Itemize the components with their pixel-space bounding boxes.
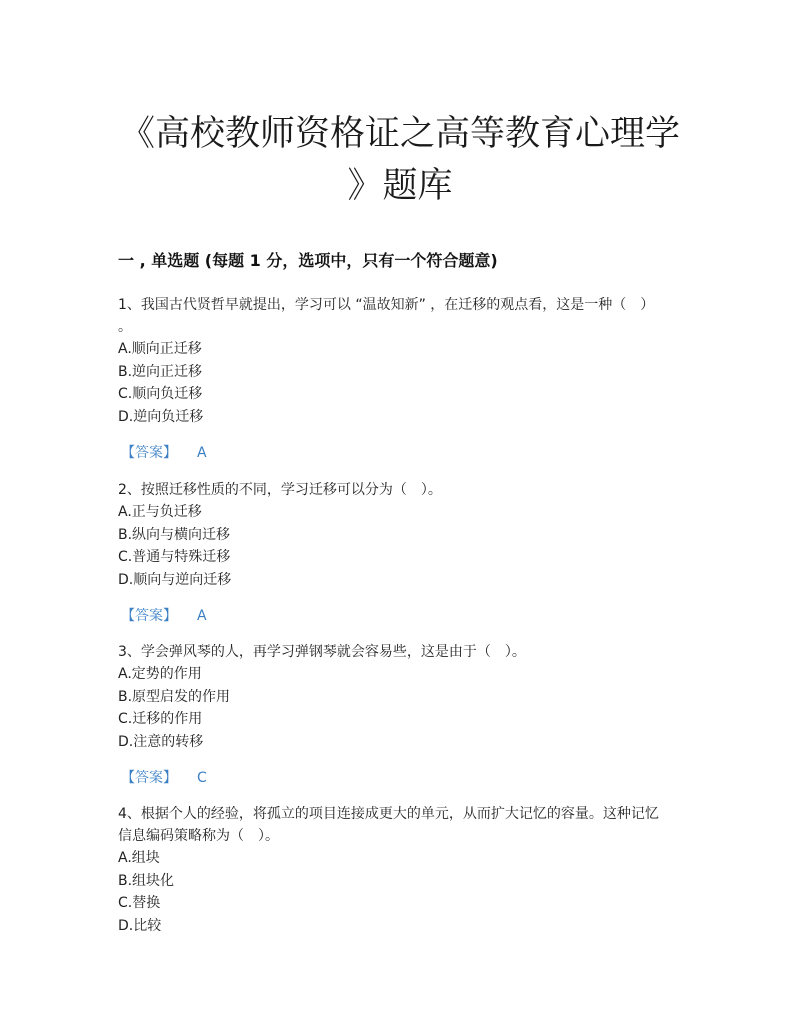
question-stem-line: 。 — [118, 319, 132, 335]
document-title-line-1: 《高校教师资格证之高等教育心理学 — [119, 114, 680, 154]
option-a: A.组块 — [118, 850, 160, 866]
option-d: D.顺向与逆向迁移 — [118, 571, 232, 588]
answer-row-2 — [121, 605, 207, 625]
option-d: D.比较 — [118, 917, 162, 934]
question-stem-line: 信息编码策略称为（ ）。 — [118, 828, 279, 844]
option-a: A.顺向正迁移 — [118, 341, 202, 357]
answer-label: 【答案】 — [121, 608, 177, 624]
question-stem-line: 2、按照迁移性质的不同，学习迁移可以分为（ ）。 — [118, 482, 442, 498]
section-heading: 一 , 单选题 (每题 1 分，选项中，只有一个符合题意) — [118, 251, 498, 270]
option-b: B.逆向正迁移 — [118, 363, 203, 380]
option-d: D.注意的转移 — [118, 733, 204, 750]
option-c: C.普通与特殊迁移 — [118, 549, 231, 565]
answer-value: C — [197, 770, 207, 786]
option-list — [118, 847, 678, 937]
option-b: B.组块化 — [118, 872, 175, 889]
document-title — [110, 108, 690, 212]
option-c: C.迁移的作用 — [118, 711, 203, 727]
question-stem — [118, 479, 678, 501]
answer-label: 【答案】 — [121, 770, 177, 786]
answer-row-3 — [121, 767, 207, 787]
question-stem-line: 4、根据个人的经验，将孤立的项目连接成更大的单元，从而扩大记忆的容量。这种记忆 — [118, 806, 659, 822]
answer-label: 【答案】 — [121, 445, 177, 461]
question-stem — [118, 641, 678, 663]
answer-value: A — [197, 445, 207, 461]
answer-value: A — [197, 608, 207, 624]
option-c: C.替换 — [118, 895, 161, 911]
option-a: A.正与负迁移 — [118, 504, 202, 520]
option-c: C.顺向负迁移 — [118, 386, 203, 402]
question-3 — [118, 641, 678, 753]
question-stem — [118, 294, 678, 338]
question-1 — [118, 294, 678, 428]
document-title-line-2: 》题库 — [347, 166, 453, 206]
option-d: D.逆向负迁移 — [118, 408, 204, 425]
question-2 — [118, 479, 678, 591]
question-stem — [118, 803, 678, 847]
answer-row-1 — [121, 442, 207, 462]
option-list — [118, 501, 678, 591]
question-4 — [118, 803, 678, 937]
question-stem-line: 1、我国古代贤哲早就提出，学习可以 “温故知新” ，在迁移的观点看，这是一种（ ） — [118, 297, 655, 313]
option-list — [118, 338, 678, 428]
option-b: B.纵向与横向迁移 — [118, 526, 231, 543]
question-stem-line: 3、学会弹风琴的人，再学习弹钢琴就会容易些，这是由于（ ）。 — [118, 644, 526, 660]
option-b: B.原型启发的作用 — [118, 688, 231, 705]
option-a: A.定势的作用 — [118, 666, 202, 682]
option-list — [118, 663, 678, 753]
